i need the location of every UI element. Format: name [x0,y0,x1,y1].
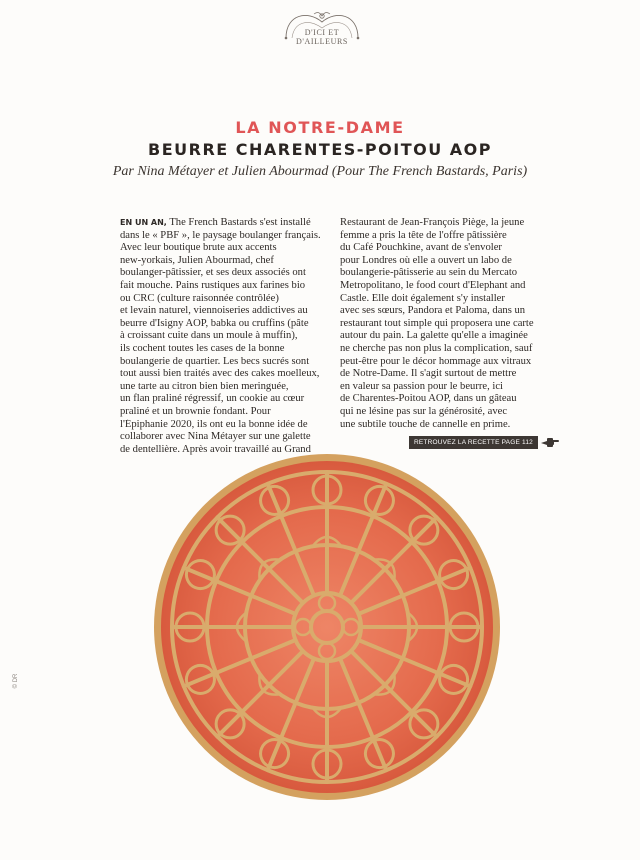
body-line: femme a pris la tête de l'offre pâtissière [340,229,507,241]
pointing-hand-icon [540,437,560,449]
lead-in: EN UN AN, [120,218,167,227]
body-line: une tarte au citron bien bien meringuée, [120,380,289,392]
body-line: EN UN AN, The French Bastards s'est installé [120,217,311,228]
body-line: autour du pain. La galette qu'elle a imaginée [340,330,528,342]
body-line: de Notre-Dame. Il s'agit surtout de mettre [340,368,517,380]
body-line: boulangerie-pâtisserie au sein du Mercato [340,267,518,279]
photo-credit: © DR [13,673,19,689]
body-line: ou CRC (culture raisonnée contrôlée) [120,292,279,304]
body-line: et levain naturel, viennoiseries addictives au [120,305,308,317]
article-headline: BEURRE CHARENTES-POITOU AOP [148,140,492,159]
body-line: Restaurant de Jean-François Piège, la jeune [340,217,525,228]
body-line: collaborer avec Nina Métayer sur une galette [120,431,311,443]
body-line: fait mouche. Pains rustiques aux farines bio [120,279,306,291]
section-rubric [278,8,366,44]
body-line: restaurant tout simple qui proposera une carte [340,317,534,329]
recipe-link-label: RETROUVEZ LA RECETTE PAGE 112 [409,436,538,449]
body-line: peut-être pour le décor hommage aux vitraux [340,355,532,367]
body-line: Metropolitano, le food court d'Elephant and [340,279,526,291]
rubric-label: D'ICI ET D'AILLEURS [296,28,348,46]
body-line: Castle. Elle doit également s'y installer [340,292,505,304]
body-line: du Café Pouchkine, avant de s'envoler [340,242,502,254]
body-line: de Charentes-Poitou AOP, dans un gâteau [340,393,517,405]
galette-photo [152,452,502,802]
body-line: dans le « PBF », le paysage boulanger français. [120,229,321,241]
body-line: ne cherche pas non plus la complication, sauf [340,342,533,354]
body-column-right [340,217,536,431]
body-line: à croissant cuite dans un moule à muffin), [120,330,298,342]
recipe-link[interactable] [409,436,560,449]
article-byline: Par Nina Métayer et Julien Abourmad (Pour The French Bastards, Paris) [112,164,528,179]
body-line: ils cochent toutes les cases de la bonne [120,342,285,354]
body-line: une subtile touche de cannelle en prime. [340,418,511,430]
body-line: de dentellière. Après avoir travaillé au Grand [120,443,311,455]
article-kicker: LA NOTRE-DAME [235,118,405,137]
body-line: Avec leur boutique brute aux accents [120,242,277,254]
body-line: beurre d'Isigny AOP, babka ou cruffins (pâte [120,317,309,329]
body-line: l'Épiphanie 2020, ils ont eu la bonne idée de [120,418,308,430]
body-line: boulanger-pâtissier, et ses deux associés ont [120,267,306,279]
body-line: praliné et un brownie fondant. Pour [120,405,271,417]
body-line: en valeur sa passion pour le beurre, ici [340,380,503,392]
body-column-left [120,217,328,456]
body-line: boulangerie de quartier. Les becs sucrés sont [120,355,310,367]
body-line: pour Londres où elle a ouvert un labo de [340,254,512,266]
body-line: un flan praliné régressif, un cookie au cœur [120,393,305,405]
body-line: tout aussi bien traités avec des cakes moelleux, [120,368,320,380]
body-line: qui ne lésine pas sur la générosité, avec [340,405,508,417]
body-line: new-yorkais, Julien Abourmad, chef [120,254,274,266]
body-line: avec ses sœurs, Pandora et Paloma, dans un [340,305,526,317]
